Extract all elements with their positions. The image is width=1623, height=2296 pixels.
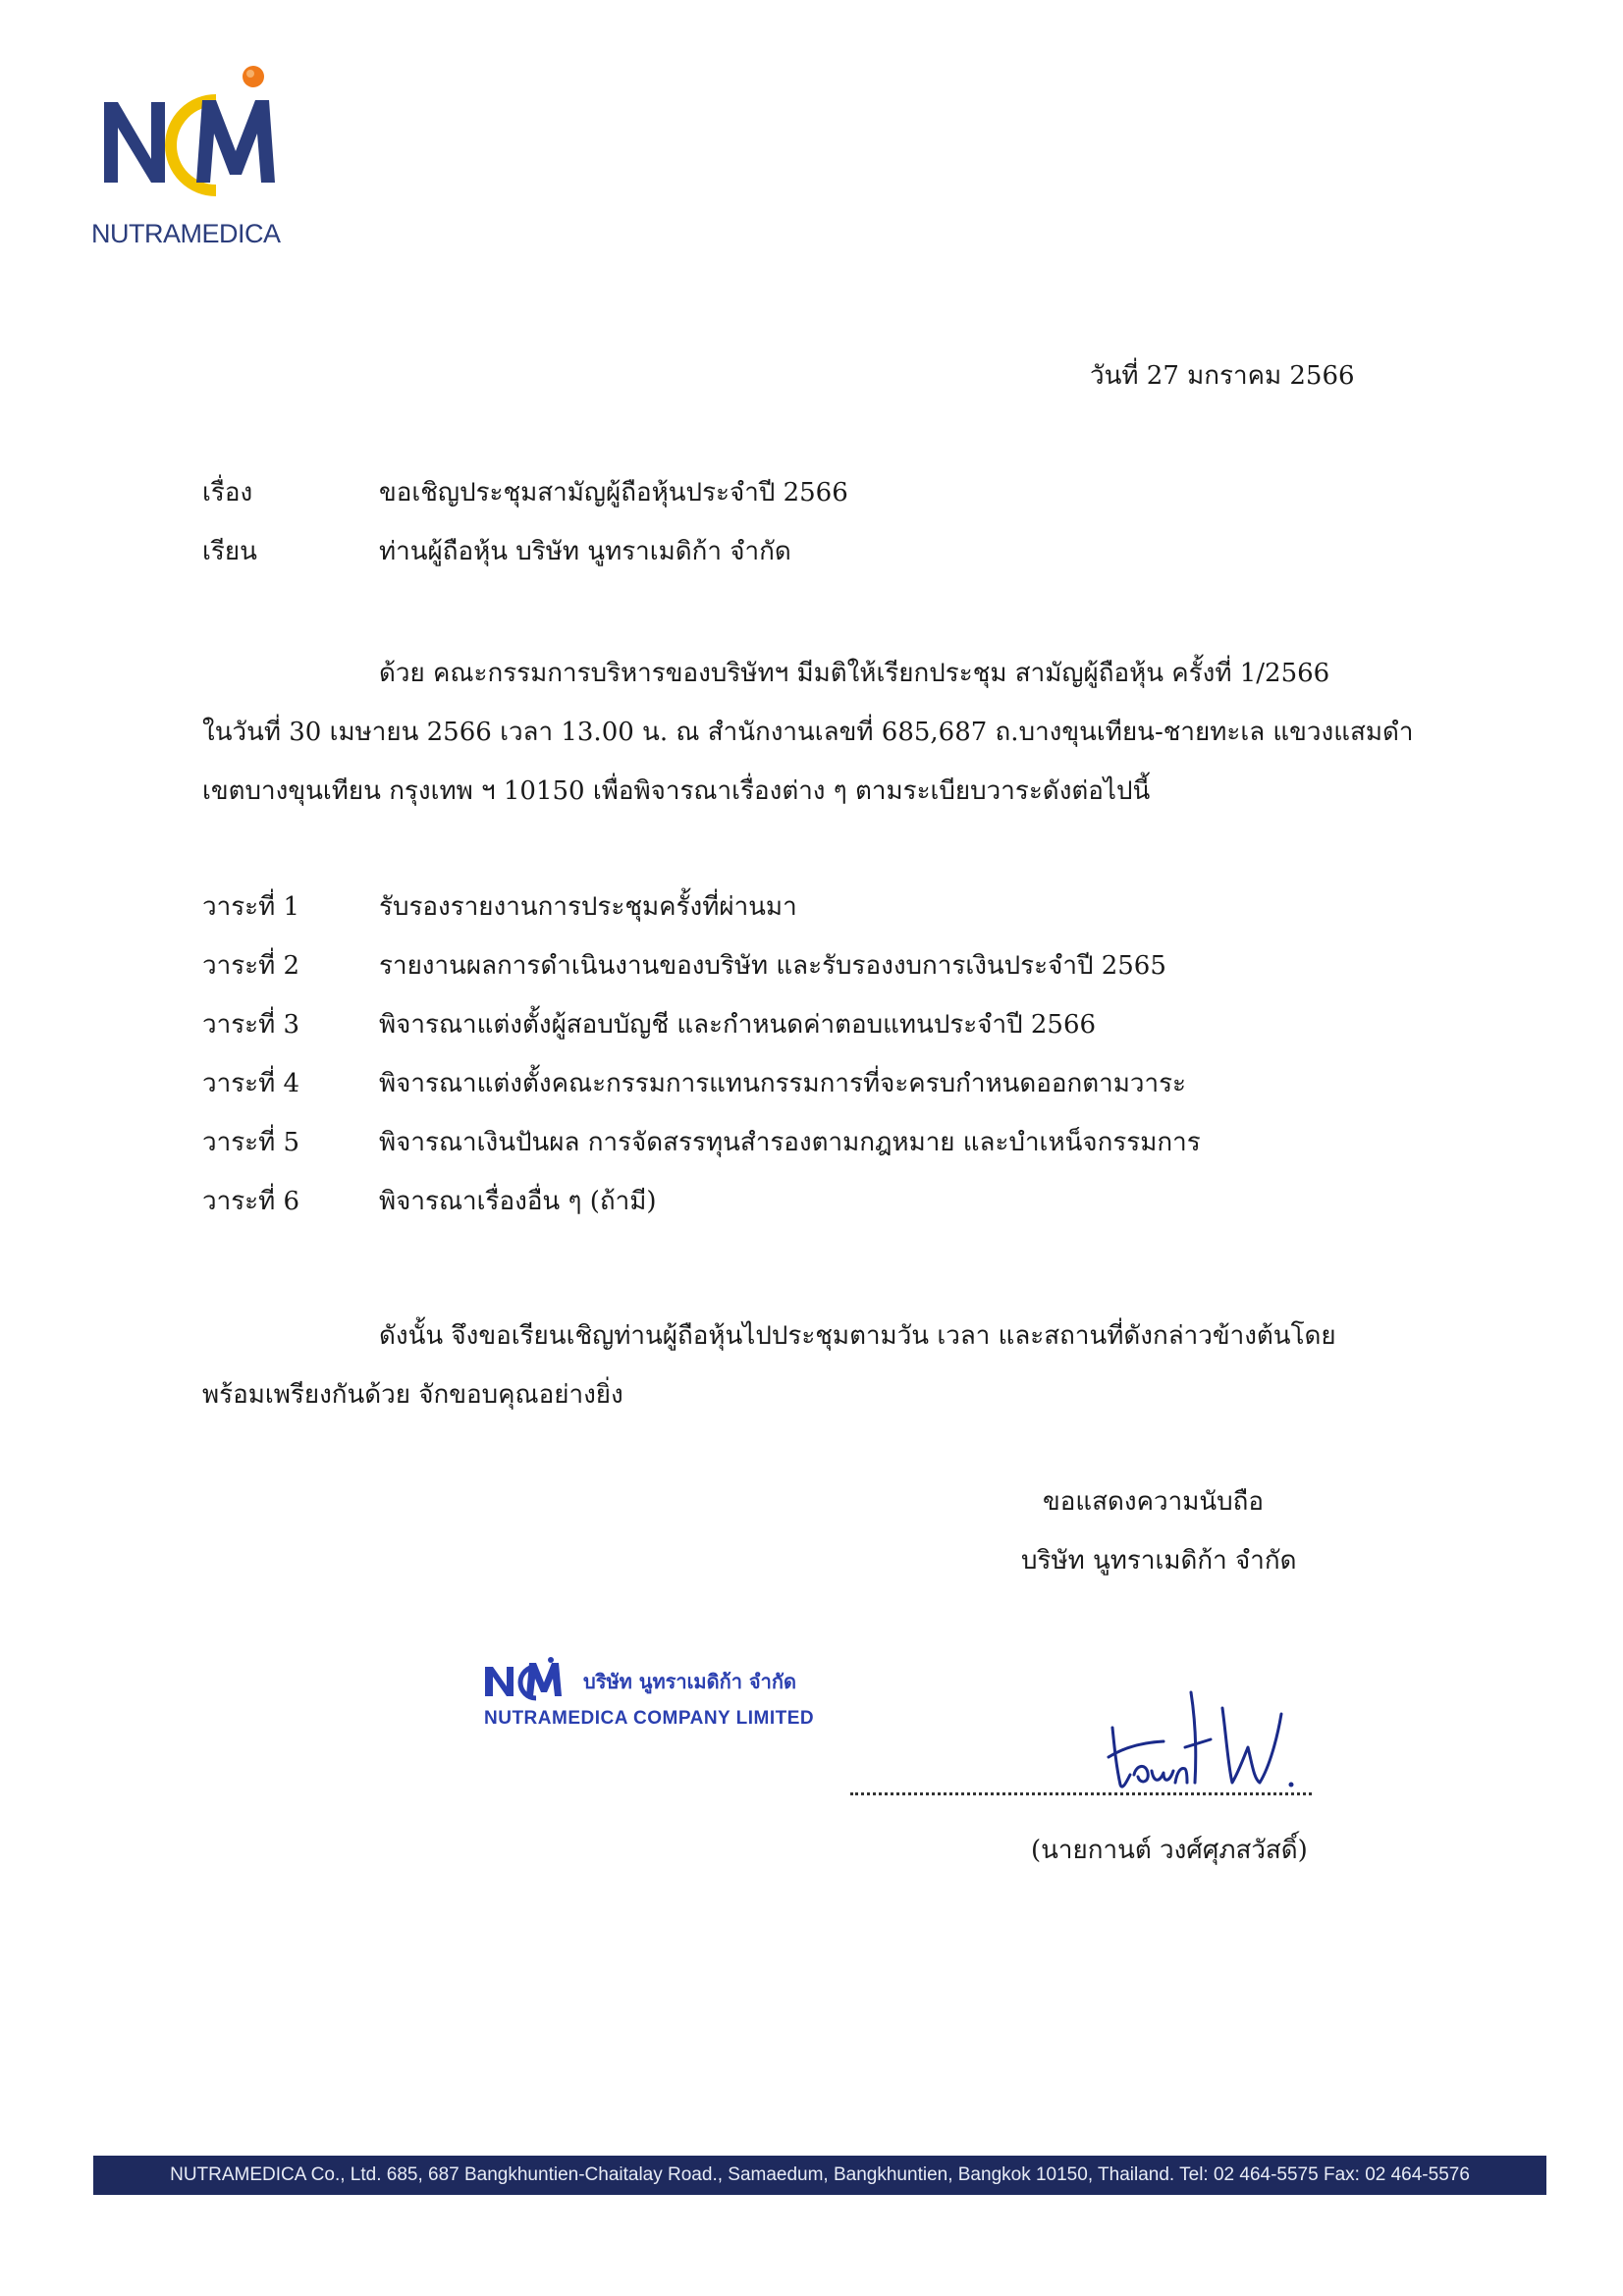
company-stamp: [481, 1657, 815, 1735]
agenda-item: [202, 1012, 1380, 1071]
agenda-number: วาระที่ 1: [202, 892, 300, 922]
letter-date: วันที่ 27 มกราคม 2566: [1090, 361, 1355, 391]
conclusion-line: พร้อมเพรียงกันด้วย จักขอบคุณอย่างยิ่ง: [202, 1380, 623, 1410]
signer-name: (นายกานต์ วงศ์ศุภสวัสดิ์): [1031, 1836, 1308, 1865]
agenda-item: [202, 1130, 1380, 1189]
agenda-item: [202, 1071, 1380, 1130]
intro-line: ด้วย คณะกรรมการบริหารของบริษัทฯ มีมติให้เรียกประชุม สามัญผู้ถือหุ้น ครั้งที่ 1/2566: [379, 659, 1330, 688]
ncm-logo-mark: [86, 57, 322, 214]
agenda-number: วาระที่ 5: [202, 1128, 300, 1157]
agenda-description: พิจารณาแต่งตั้งคณะกรรมการแทนกรรมการที่จะครบกำหนดออกตามวาระ: [379, 1069, 1187, 1098]
subject-value: ขอเชิญประชุมสามัญผู้ถือหุ้นประจำปี 2566: [379, 478, 848, 507]
addressee-label: เรียน: [202, 537, 257, 566]
agenda-number: วาระที่ 6: [202, 1187, 300, 1216]
handwritten-signature: [1105, 1688, 1311, 1806]
footer-address: NUTRAMEDICA Co., Ltd. 685, 687 Bangkhuntien-Chaitalay Road., Samaedum, Bangkhuntien, Bangkok 10150, Thailand. Tel: 02 464-5575 Fax: 02 464-5576: [170, 2164, 1470, 2185]
svg-text:NUTRAMEDICA COMPANY LIMITED: NUTRAMEDICA COMPANY LIMITED: [484, 1708, 815, 1729]
agenda-number: วาระที่ 2: [202, 951, 300, 981]
intro-paragraph: [202, 644, 1439, 821]
stamp-graphic: [481, 1657, 815, 1735]
subject-label: เรื่อง: [202, 478, 253, 507]
conclusion-line: ดังนั้น จึงขอเรียนเชิญท่านผู้ถือหุ้นไปประชุมตามวัน เวลา และสถานที่ดังกล่าวข้างต้นโดย: [379, 1321, 1336, 1351]
signature-graphic: [1105, 1688, 1311, 1806]
company-logo: [86, 57, 322, 253]
addressee-value: ท่านผู้ถือหุ้น บริษัท นูทราเมดิก้า จำกัด: [379, 537, 791, 566]
intro-line: ในวันที่ 30 เมษายน 2566 เวลา 13.00 น. ณ สำนักงานเลขที่ 685,687 ถ.บางขุนเทียน-ชายทะเล แขวงแสมดำ: [202, 718, 1414, 747]
svg-text:บริษัท นูทราเมดิก้า จำกัด: บริษัท นูทราเมดิก้า จำกัด: [583, 1670, 796, 1693]
agenda-number: วาระที่ 4: [202, 1069, 300, 1098]
agenda-item: [202, 1189, 1380, 1248]
conclusion-paragraph: [202, 1307, 1439, 1424]
agenda-item: [202, 953, 1380, 1012]
agenda-description: พิจารณาเงินปันผล การจัดสรรทุนสำรองตามกฎหมาย และบำเหน็จกรรมการ: [379, 1128, 1201, 1157]
agenda-description: พิจารณาแต่งตั้งผู้สอบบัญชี และกำหนดค่าตอบแทนประจำปี 2566: [379, 1010, 1097, 1040]
logo-wordmark: NUTRAMEDICA: [91, 219, 281, 248]
footer-bar: [93, 2156, 1546, 2195]
intro-line: เขตบางขุนเทียน กรุงเทพ ฯ 10150 เพื่อพิจารณาเรื่องต่าง ๆ ตามระเบียบวาระดังต่อไปนี้: [202, 776, 1151, 806]
agenda-description: พิจารณาเรื่องอื่น ๆ (ถ้ามี): [379, 1187, 657, 1216]
agenda-item: [202, 894, 1380, 953]
agenda-description: รายงานผลการดำเนินงานของบริษัท และรับรองงบการเงินประจำปี 2565: [379, 951, 1166, 981]
closing-text: ขอแสดงความนับถือ: [1043, 1487, 1264, 1517]
agenda-description: รับรองรายงานการประชุมครั้งที่ผ่านมา: [379, 892, 797, 922]
agenda-number: วาระที่ 3: [202, 1010, 300, 1040]
company-signature-name: บริษัท นูทราเมดิก้า จำกัด: [1021, 1546, 1297, 1575]
signature-line: [850, 1792, 1312, 1795]
